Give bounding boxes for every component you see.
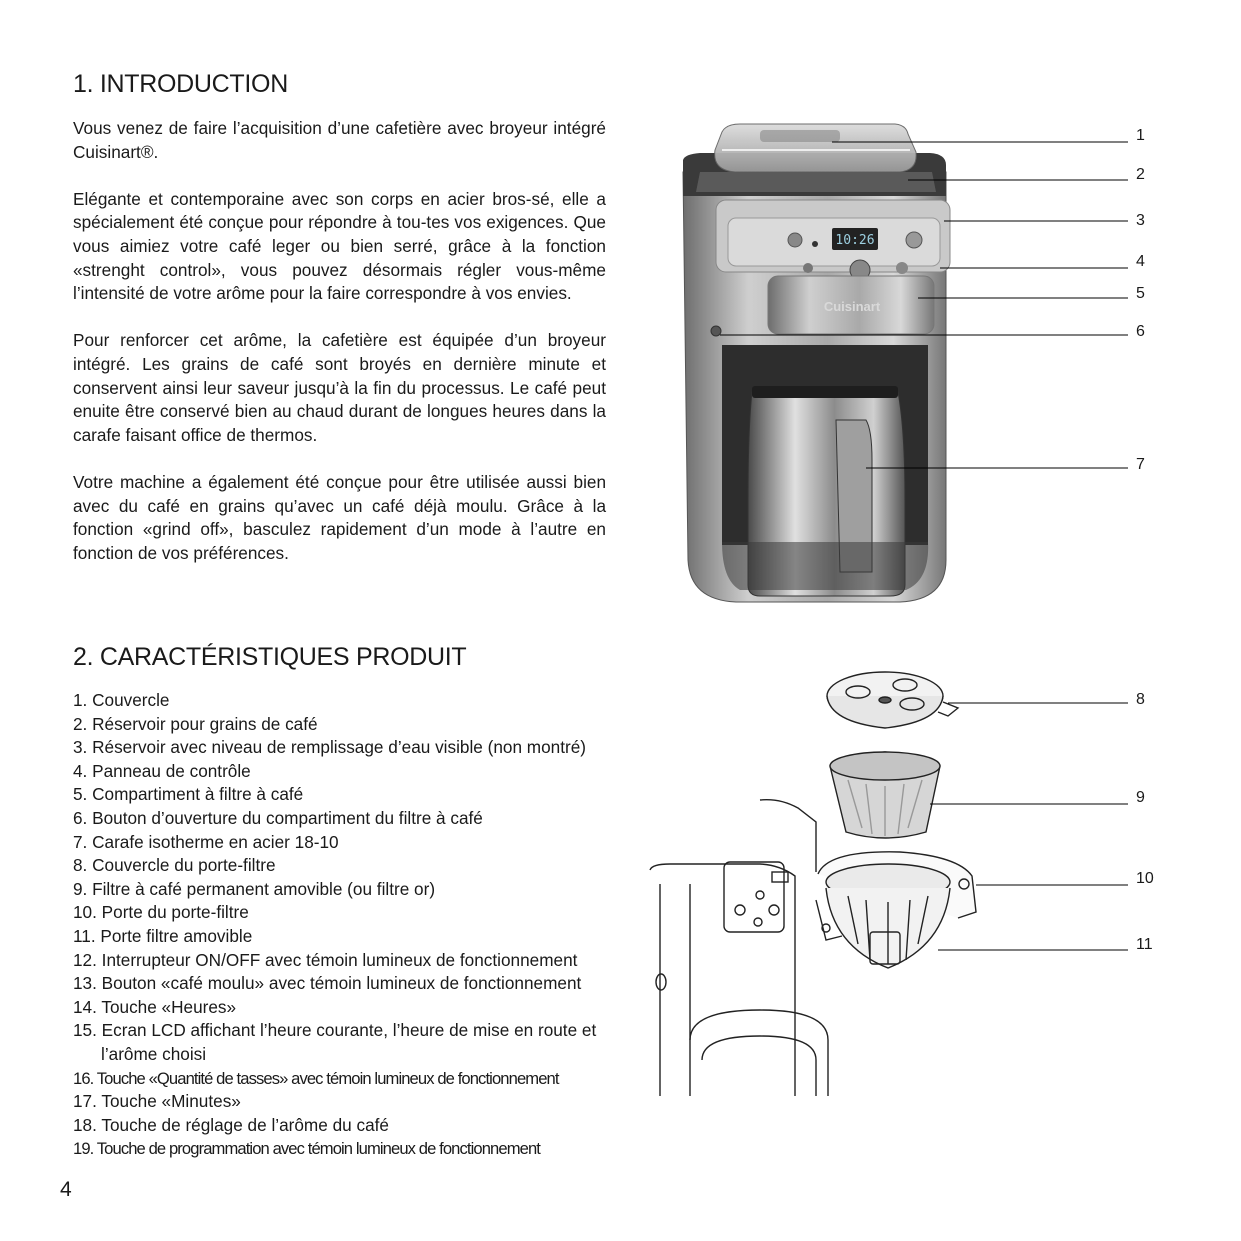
callout-label: 11 <box>1136 936 1153 953</box>
feature-item: 3. Réservoir avec niveau de remplissage d’eau visible (non montré) <box>73 737 587 758</box>
feature-item: 19. Touche de programmation avec témoin lumineux de fonctionnement <box>73 1139 540 1159</box>
feature-item: 13. Bouton «café moulu» avec témoin lumineux de fonctionnement <box>73 973 582 994</box>
callout-label: 2 <box>1136 166 1145 183</box>
section-title-characteristics: 2. CARACTÉRISTIQUES PRODUIT <box>73 643 467 671</box>
page-number: 4 <box>60 1178 72 1201</box>
feature-item: 10. Porte du porte-filtre <box>73 902 249 923</box>
intro-paragraph: Pour renforcer cet arôme, la cafetière est équipée d’un broyeur intégré. Les grains de café sont broyés en dernière minute et conservent ainsi leur saveur jusqu’à la fin du processus. Le café peut enuite être conservé bien au chaud durant de longues heures dans la carafe faisant office de thermos. <box>73 330 606 445</box>
callout-label: 1 <box>1136 127 1145 144</box>
intro-paragraph: Vous venez de faire l’acquisition d’une cafetière avec broyeur intégré Cuisinart®. <box>73 118 606 162</box>
feature-item: 17. Touche «Minutes» <box>73 1091 241 1112</box>
callout-label: 4 <box>1136 253 1145 270</box>
feature-item: 9. Filtre à café permanent amovible (ou filtre or) <box>73 878 436 899</box>
feature-item: 12. Interrupteur ON/OFF avec témoin lumineux de fonctionnement <box>73 949 578 970</box>
callout-label: 8 <box>1136 691 1145 708</box>
feature-item: 4. Panneau de contrôle <box>73 760 251 781</box>
feature-item: 11. Porte filtre amovible <box>73 925 253 946</box>
lcd-time: 10:26 <box>835 233 875 248</box>
feature-item: 6. Bouton d’ouverture du compartiment du filtre à café <box>73 807 483 828</box>
callout-label: 10 <box>1136 870 1154 887</box>
feature-item: 8. Couvercle du porte-filtre <box>73 855 276 876</box>
callout-label: 9 <box>1136 789 1145 806</box>
feature-item: 2. Réservoir pour grains de café <box>73 713 318 734</box>
section-title-introduction: 1. INTRODUCTION <box>73 70 288 98</box>
intro-paragraph: Elégante et contemporaine avec son corps en acier bros-sé, elle a spécialement été conçue pour répondre à tou-tes vos exigences. Que vous aimiez votre café leger ou bien serré, grâce à la fonction «strenght control», vous pouvez désormais régler vous-même l’intensité de votre arôme pour la faire correspondre à vos envies. <box>73 188 606 304</box>
callout-label: 3 <box>1136 212 1145 229</box>
feature-item: 16. Touche «Quantité de tasses» avec témoin lumineux de fonctionnement <box>73 1068 559 1088</box>
feature-item: 18. Touche de réglage de l’arôme du café <box>73 1114 389 1135</box>
feature-item: 7. Carafe isotherme en acier 18-10 <box>73 831 339 852</box>
feature-item: 5. Compartiment à filtre à café <box>73 784 304 805</box>
feature-item: 1. Couvercle <box>73 690 170 710</box>
feature-item: 15. Ecran LCD affichant l’heure courante, l’heure de mise en route et l’arôme choisi <box>73 1020 597 1064</box>
feature-item: 14. Touche «Heures» <box>73 996 237 1017</box>
callout-label: 7 <box>1136 456 1145 473</box>
brand-label: Cuisinart <box>823 299 881 314</box>
callout-label: 5 <box>1136 285 1145 302</box>
intro-paragraph: Votre machine a également été conçue pour être utilisée aussi bien avec du café en grains qu’avec un café déjà moulu. Grâce à la fonction «grind off», basculez rapidement d’un mode à l’autre en fonction de vos préférences. <box>73 471 606 563</box>
callout-label: 6 <box>1136 323 1145 340</box>
